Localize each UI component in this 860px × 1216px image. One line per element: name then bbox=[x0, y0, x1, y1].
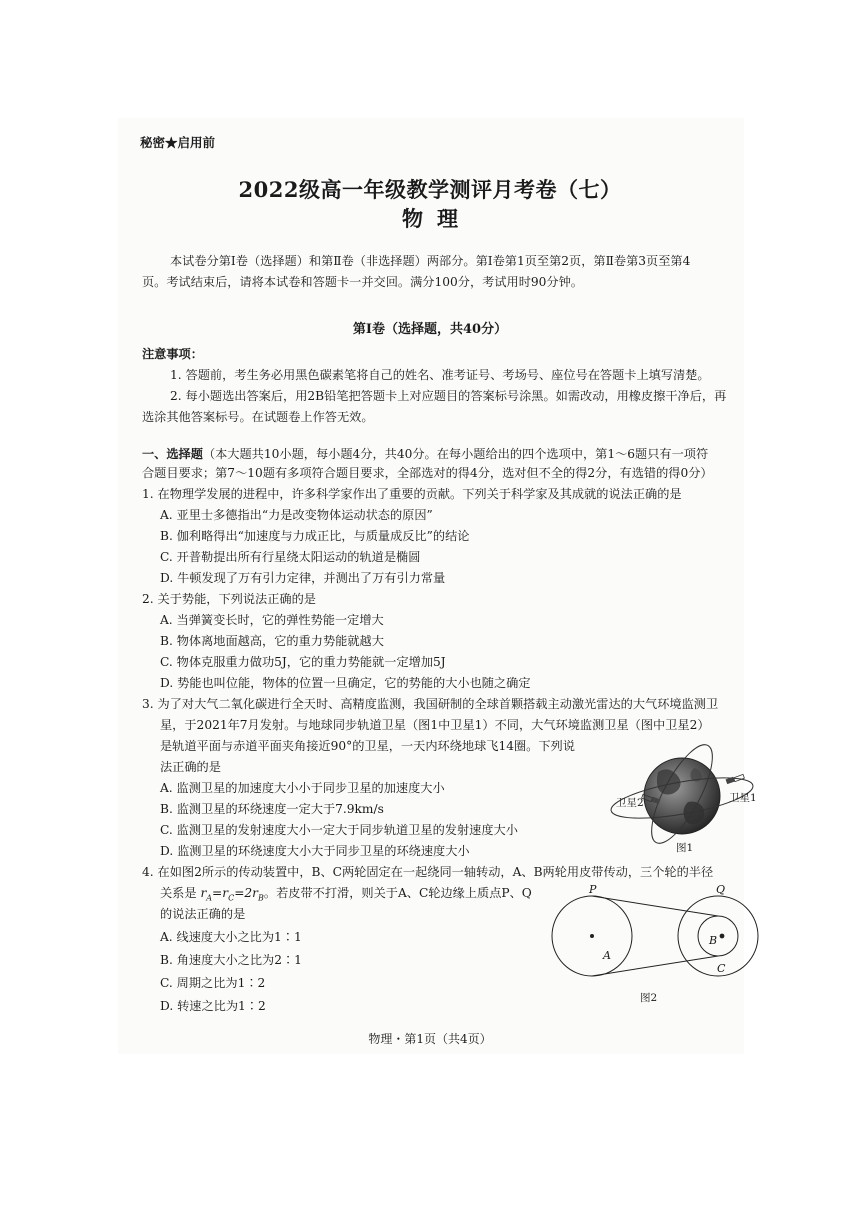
q4-stem-line-2-pre: 关系是 bbox=[160, 886, 197, 900]
q4-option-c: C. 周期之比为1∶2 bbox=[160, 976, 266, 990]
earth-icon bbox=[644, 758, 720, 834]
q4-stem-line-3: 的说法正确的是 bbox=[160, 907, 246, 921]
confidential-mark: 秘密★启用前 bbox=[140, 135, 216, 150]
section-1-title: 第Ⅰ卷（选择题，共40分） bbox=[352, 322, 508, 337]
figure-2-pulley-diagram bbox=[548, 880, 764, 990]
q1-stem: 1. 在物理学发展的进程中，许多科学家作出了重要的贡献。下列关于科学家及其成就的说法正确的是 bbox=[142, 487, 682, 501]
q4-option-a: A. 线速度大小之比为1∶1 bbox=[160, 930, 302, 944]
q3-option-b: B. 监测卫星的环绕速度一定大于7.9km/s bbox=[160, 802, 384, 816]
satellite-1-label: 卫星1 bbox=[729, 792, 757, 804]
q3-stem-line-2: 星，于2021年7月发射。与地球同步轨道卫星（图1中卫星1）不同，大气环境监测卫星（图中卫星2） bbox=[160, 718, 710, 732]
q1-option-a: A. 亚里士多德指出“力是改变物体运动状态的原因” bbox=[160, 508, 433, 522]
part-1-desc-1: （本大题共10小题，每小题4分，共40分。在每小题给出的四个选项中，第1～6题只有一项符 bbox=[202, 447, 709, 461]
exam-title: 2022级高一年级教学测评月考卷（七） bbox=[238, 177, 622, 202]
q4-stem-line-2 bbox=[160, 886, 532, 905]
figure-2-caption: 图2 bbox=[640, 992, 658, 1004]
part-1-line-1 bbox=[142, 447, 708, 462]
intro-line-2: 页。考试结束后，请将本试卷和答题卡一并交回。满分100分，考试用时90分钟。 bbox=[142, 275, 583, 289]
subject-title: 物理 bbox=[402, 206, 472, 231]
part-1-desc-2: 合题目要求；第7～10题有多项符合题目要求，全部选对的得4分，选对但不全的得2分，有选错的得0分） bbox=[142, 466, 713, 480]
q4-option-d: D. 转速之比为1∶2 bbox=[160, 999, 266, 1013]
q2-option-b: B. 物体离地面越高，它的重力势能就越大 bbox=[160, 634, 384, 648]
q3-option-c: C. 监测卫星的发射速度大小一定大于同步轨道卫星的发射速度大小 bbox=[160, 823, 518, 837]
satellite-2-label: 卫星2 bbox=[616, 797, 644, 809]
q4-stem-line-2-post: 。若皮带不打滑，则关于A、C轮边缘上质点P、Q bbox=[263, 886, 532, 900]
q4-radius-relation: $r_A=r_C=2r_B$ bbox=[200, 886, 264, 903]
page-footer: 物理・第1页（共4页） bbox=[368, 1032, 492, 1046]
satellite-1-icon bbox=[726, 774, 745, 784]
q1-option-d: D. 牛顿发现了万有引力定律，并测出了万有引力常量 bbox=[160, 571, 446, 585]
q3-option-a: A. 监测卫星的加速度大小小于同步卫星的加速度大小 bbox=[160, 781, 445, 795]
label-p: P bbox=[589, 883, 597, 896]
q3-option-d: D. 监测卫星的环绕速度大小大于同步卫星的环绕速度大小 bbox=[160, 844, 470, 858]
wheel-b bbox=[698, 916, 738, 956]
q3-stem-line-4: 法正确的是 bbox=[160, 760, 221, 774]
label-q: Q bbox=[716, 883, 726, 896]
notice-heading: 注意事项： bbox=[142, 347, 203, 361]
q4-option-b: B. 角速度大小之比为2∶1 bbox=[160, 953, 302, 967]
figure-1-caption: 图1 bbox=[676, 842, 694, 854]
label-a: A bbox=[603, 949, 611, 962]
q2-option-d: D. 势能也叫位能，物体的位置一旦确定，它的势能的大小也随之确定 bbox=[160, 676, 531, 690]
q2-option-c: C. 物体克服重力做功5J，它的重力势能就一定增加5J bbox=[160, 655, 446, 669]
q3-stem-line-3: 是轨道平面与赤道平面夹角接近90°的卫星，一天内环绕地球飞14圈。下列说 bbox=[160, 739, 575, 753]
label-c: C bbox=[717, 962, 726, 975]
q1-option-c: C. 开普勒提出所有行星绕太阳运动的轨道是椭圆 bbox=[160, 550, 421, 564]
notice-item-2-line-2: 选涂其他答案标号。在试题卷上作答无效。 bbox=[142, 410, 374, 424]
part-1-heading: 一、选择题 bbox=[142, 447, 203, 461]
q2-stem: 2. 关于势能，下列说法正确的是 bbox=[142, 592, 316, 606]
q1-option-b: B. 伽利略得出“加速度与力成正比，与质量成反比”的结论 bbox=[160, 529, 470, 543]
label-b: B bbox=[709, 934, 718, 947]
wheel-a bbox=[552, 896, 632, 976]
q4-stem-line-1: 4. 在如图2所示的传动装置中，B、C两轮固定在一起绕同一轴转动，A、B两轮用皮带传动，三个轮的半径 bbox=[142, 865, 714, 879]
q3-stem-line-1: 3. 为了对大气二氧化碳进行全天时、高精度监测，我国研制的全球首颗搭载主动激光雷达的大气环境监测卫 bbox=[142, 697, 719, 711]
notice-item-1: 1. 答题前，考生务必用黑色碳素笔将自己的姓名、准考证号、考场号、座位号在答题卡上填写清楚。 bbox=[170, 368, 710, 382]
belt bbox=[592, 896, 718, 976]
q2-option-a: A. 当弹簧变长时，它的弹性势能一定增大 bbox=[160, 613, 384, 627]
notice-item-2-line-1: 2. 每小题选出答案后，用2B铅笔把答题卡上对应题目的答案标号涂黑。如需改动，用橡皮擦干净后，再 bbox=[170, 389, 727, 403]
intro-line-1: 本试卷分第Ⅰ卷（选择题）和第Ⅱ卷（非选择题）两部分。第Ⅰ卷第1页至第2页，第Ⅱ卷第3页至第4 bbox=[170, 254, 691, 268]
